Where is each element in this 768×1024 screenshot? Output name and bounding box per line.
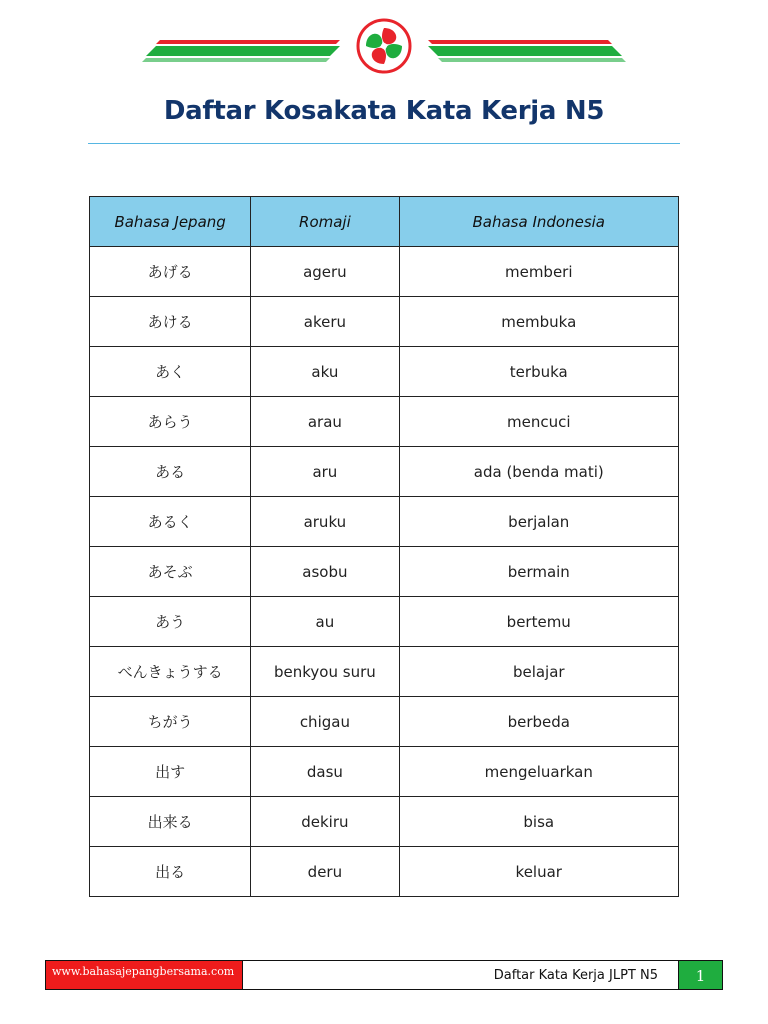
table-row: [90, 547, 679, 597]
cell-japanese: あく: [90, 347, 251, 397]
header-banner: [0, 0, 768, 90]
cell-romaji: deru: [251, 847, 399, 897]
table-row: [90, 497, 679, 547]
cell-indonesian: berbeda: [399, 697, 678, 747]
cell-japanese: ある: [90, 447, 251, 497]
table-row: [90, 747, 679, 797]
cell-romaji: aruku: [251, 497, 399, 547]
cell-japanese: あげる: [90, 247, 251, 297]
cell-indonesian: bertemu: [399, 597, 678, 647]
table-row: [90, 447, 679, 497]
table-row: [90, 397, 679, 447]
table-header-row: [90, 197, 679, 247]
cell-japanese: あるく: [90, 497, 251, 547]
header-bahasa-indonesia: Bahasa Indonesia: [399, 197, 678, 247]
cell-romaji: dekiru: [251, 797, 399, 847]
table-row: [90, 847, 679, 897]
cell-japanese: あそぶ: [90, 547, 251, 597]
cell-romaji: arau: [251, 397, 399, 447]
cell-indonesian: membuka: [399, 297, 678, 347]
cell-romaji: dasu: [251, 747, 399, 797]
footer-doc-label: Daftar Kata Kerja JLPT N5: [243, 960, 678, 990]
page-number: 1: [678, 960, 723, 990]
cell-japanese: あう: [90, 597, 251, 647]
cell-japanese: べんきょうする: [90, 647, 251, 697]
table-row: [90, 647, 679, 697]
cell-indonesian: berjalan: [399, 497, 678, 547]
cell-indonesian: terbuka: [399, 347, 678, 397]
cell-romaji: asobu: [251, 547, 399, 597]
cell-japanese: ちがう: [90, 697, 251, 747]
table-row: [90, 297, 679, 347]
cell-indonesian: mengeluarkan: [399, 747, 678, 797]
header-bahasa-jepang: Bahasa Jepang: [90, 197, 251, 247]
right-stripes: [428, 40, 626, 62]
cell-indonesian: bisa: [399, 797, 678, 847]
cell-indonesian: bermain: [399, 547, 678, 597]
cell-japanese: あける: [90, 297, 251, 347]
cell-japanese: 出来る: [90, 797, 251, 847]
cell-romaji: akeru: [251, 297, 399, 347]
page-title: Daftar Kosakata Kata Kerja N5: [163, 96, 605, 126]
cell-romaji: benkyou suru: [251, 647, 399, 697]
table-row: [90, 797, 679, 847]
cell-indonesian: mencuci: [399, 397, 678, 447]
cell-japanese: あらう: [90, 397, 251, 447]
table-row: [90, 697, 679, 747]
cell-japanese: 出す: [90, 747, 251, 797]
cell-indonesian: keluar: [399, 847, 678, 897]
header-romaji: Romaji: [251, 197, 399, 247]
cell-romaji: ageru: [251, 247, 399, 297]
left-stripes: [142, 40, 340, 62]
table-row: [90, 597, 679, 647]
cell-romaji: aku: [251, 347, 399, 397]
table-row: [90, 247, 679, 297]
cell-romaji: au: [251, 597, 399, 647]
brand-logo-icon: [358, 20, 410, 72]
table-row: [90, 347, 679, 397]
cell-indonesian: memberi: [399, 247, 678, 297]
page-footer: [45, 960, 723, 992]
title-divider: [88, 143, 680, 144]
footer-website-link[interactable]: www.bahasajepangbersama.com: [45, 960, 243, 990]
cell-indonesian: ada (benda mati): [399, 447, 678, 497]
cell-indonesian: belajar: [399, 647, 678, 697]
cell-romaji: aru: [251, 447, 399, 497]
cell-japanese: 出る: [90, 847, 251, 897]
vocabulary-table: [89, 196, 679, 897]
cell-romaji: chigau: [251, 697, 399, 747]
